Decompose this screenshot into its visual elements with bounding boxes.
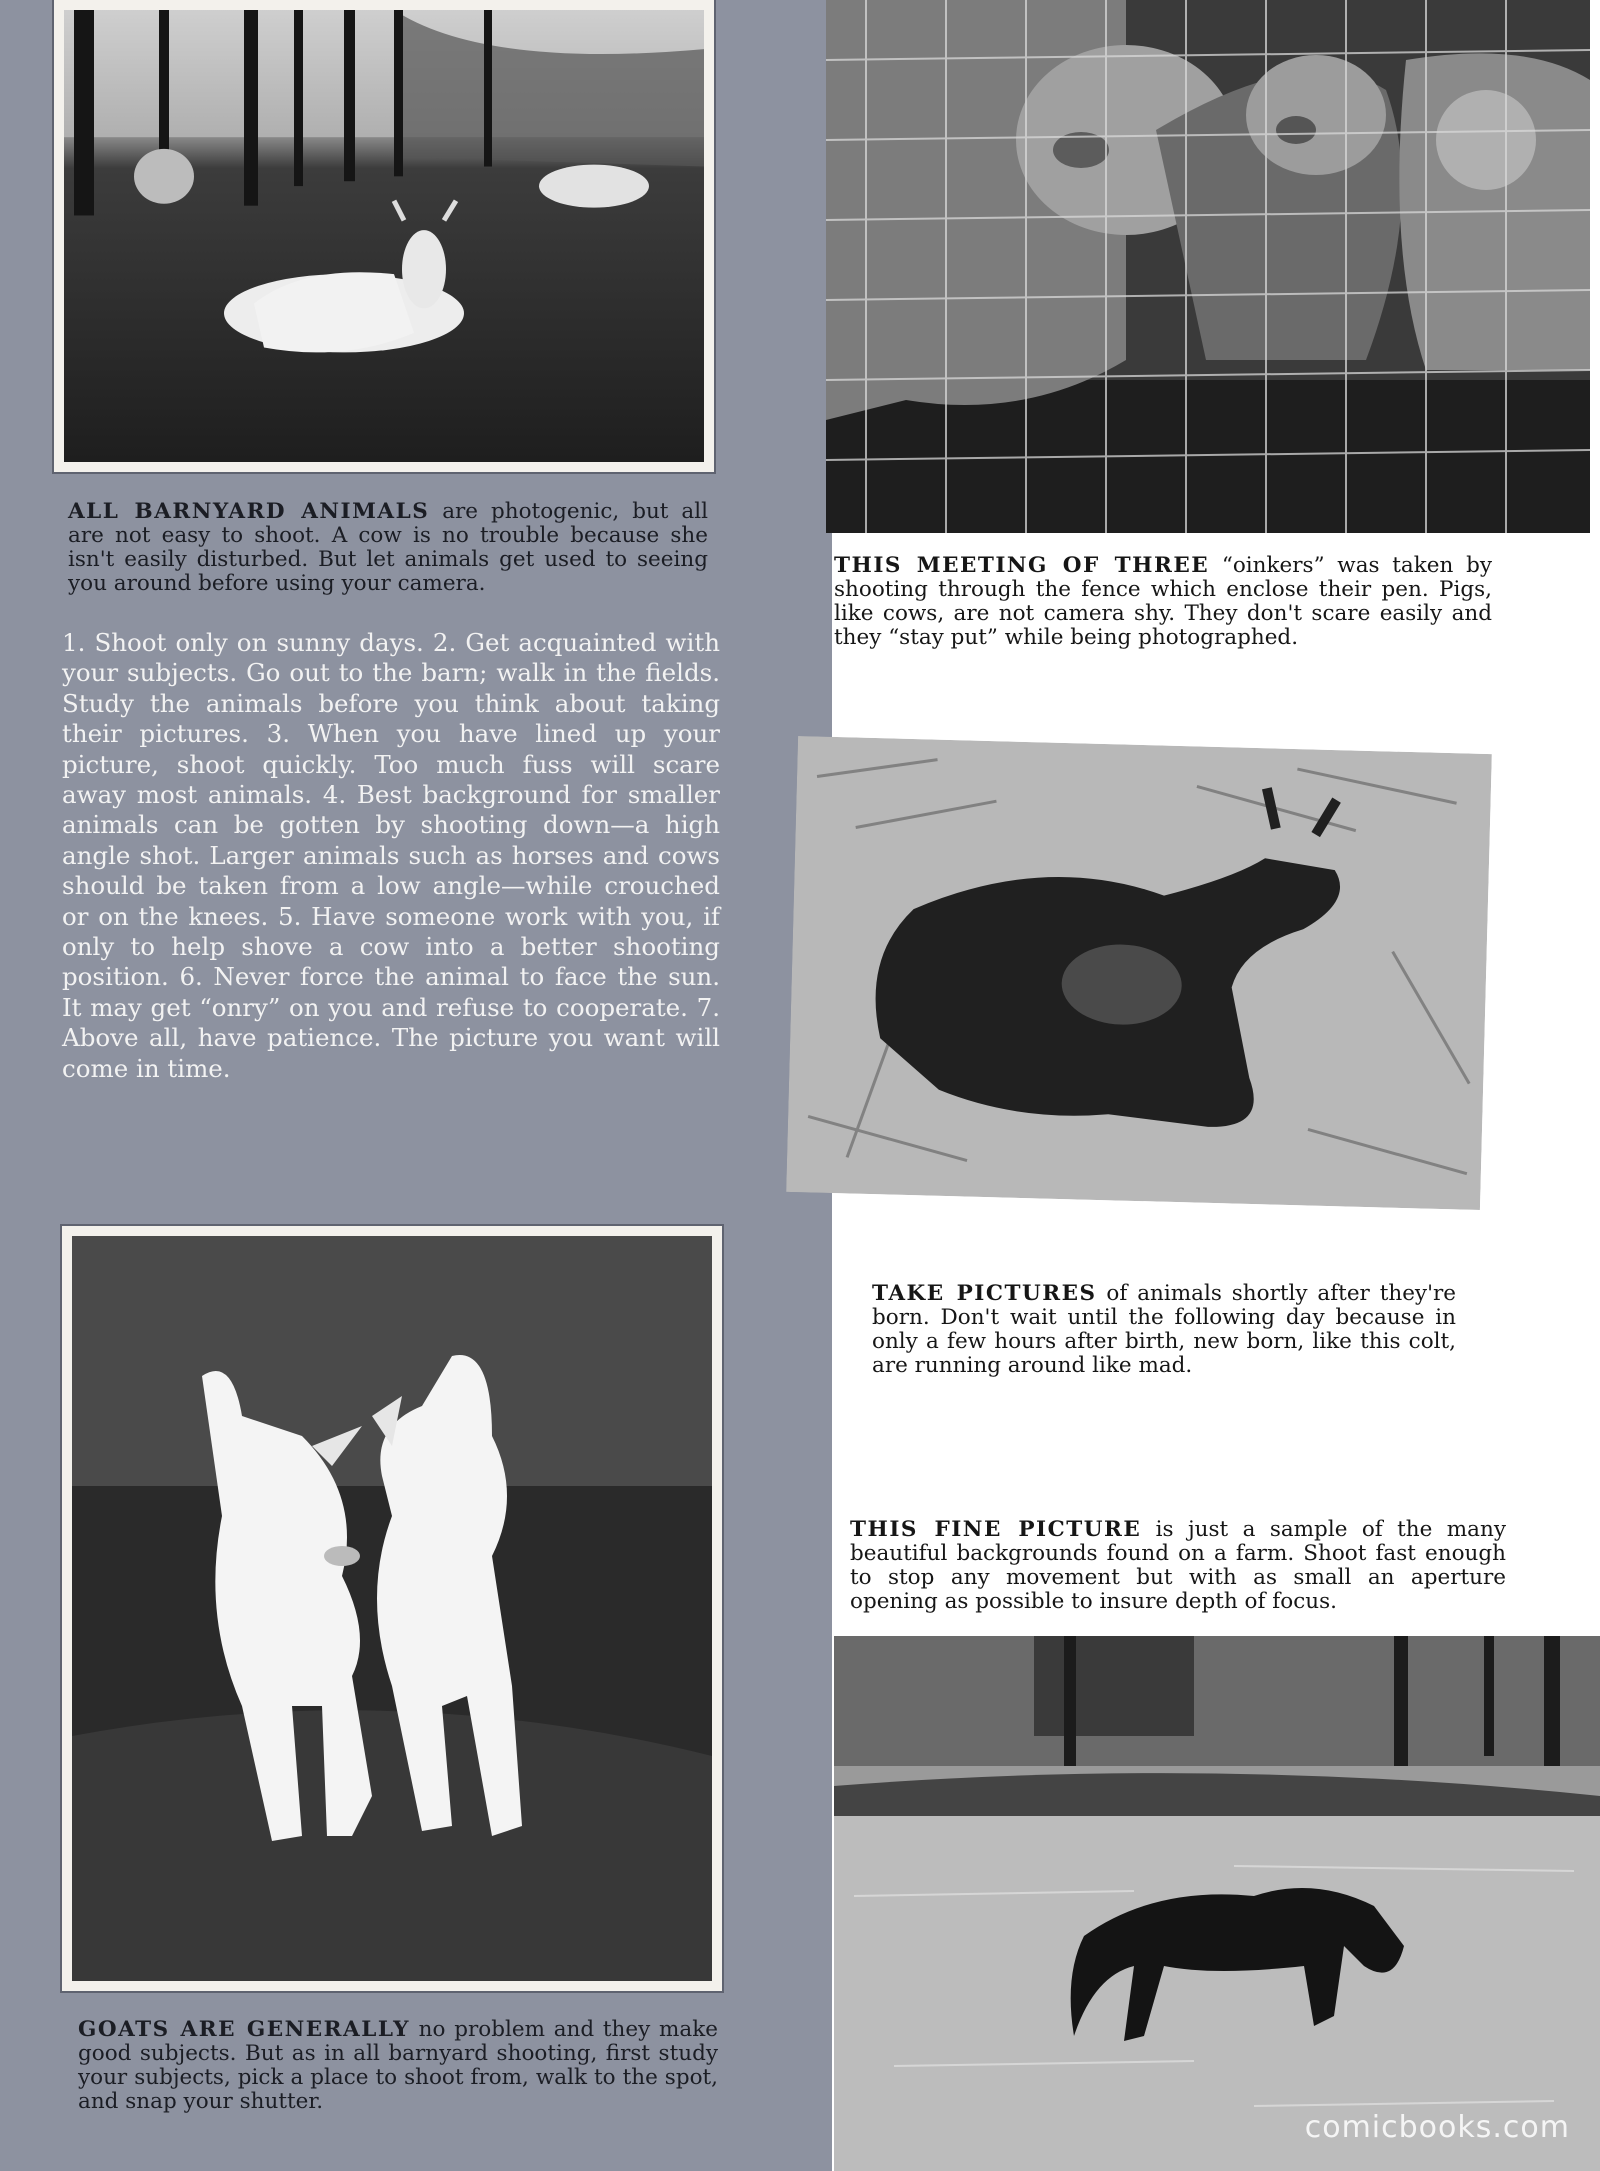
horse-caption-lead: THIS FINE PICTURE [850,1517,1142,1542]
cow-caption-text: are photogenic, but all are not easy to shoot. A cow is no trouble because she isn't easily disturbed. But let animals get used to seeing you around before using your camera. [68,499,708,596]
colt-caption [872,1282,1456,1378]
watermark: comicbooks.com [1304,2110,1570,2145]
colt-photo [786,736,1492,1210]
colt-caption-lead: TAKE PICTURES [872,1281,1097,1306]
pig-photo [826,0,1590,533]
horse-caption-text: is just a sample of the many beautiful backgrounds found on a farm. Shoot fast enough to stop any movement but with as small an aperture opening as possible to insure depth of focus. [850,1517,1506,1614]
goat-caption-text: no problem and they make good subjects. But as in all barnyard shooting, first study your subjects, pick a place to shoot from, walk to the spot, and snap your shutter. [78,2017,718,2114]
horse-caption [850,1518,1506,1614]
goat-photo [62,1226,722,1991]
pig-caption-lead: THIS MEETING OF THREE [834,553,1210,578]
goat-caption-lead: GOATS ARE GENERALLY [78,2017,410,2042]
tips-list: 1. Shoot only on sunny days. 2. Get acquainted with your subjects. Go out to the barn; walk in the fields. Study the animals before you think about taking their pictures. 3. When you have lined up your picture, shoot quickly. Too much fuss will scare away most animals. 4. Best background for smaller animals can be gotten by shooting down—a high angle shot. Larger animals such as horses and cows should be taken from a low angle—while crouched or on the knees. 5. Have someone work with you, if only to help shove a cow into a better shooting position. 6. Never force the animal to face the sun. It may get “onry” on you and refuse to cooperate. 7. Above all, have patience. The picture you want will come in time. [62,628,720,1083]
cow-photo [54,0,714,472]
pig-caption-text: “oinkers” was taken by shooting through the fence which enclose their pen. Pigs, like cows, are not camera shy. They don't scare easily and they “stay put” while being photographed. [834,553,1492,650]
colt-caption-text: of animals shortly after they're born. Don't wait until the following day because in only a few hours after birth, new born, like this colt, are running around like mad. [872,1281,1456,1378]
cow-caption-lead: ALL BARNYARD ANIMALS [68,499,430,524]
pig-caption [834,554,1492,650]
cow-caption [68,500,708,596]
horse-photo [834,1636,1600,2171]
goat-caption [78,2018,718,2114]
